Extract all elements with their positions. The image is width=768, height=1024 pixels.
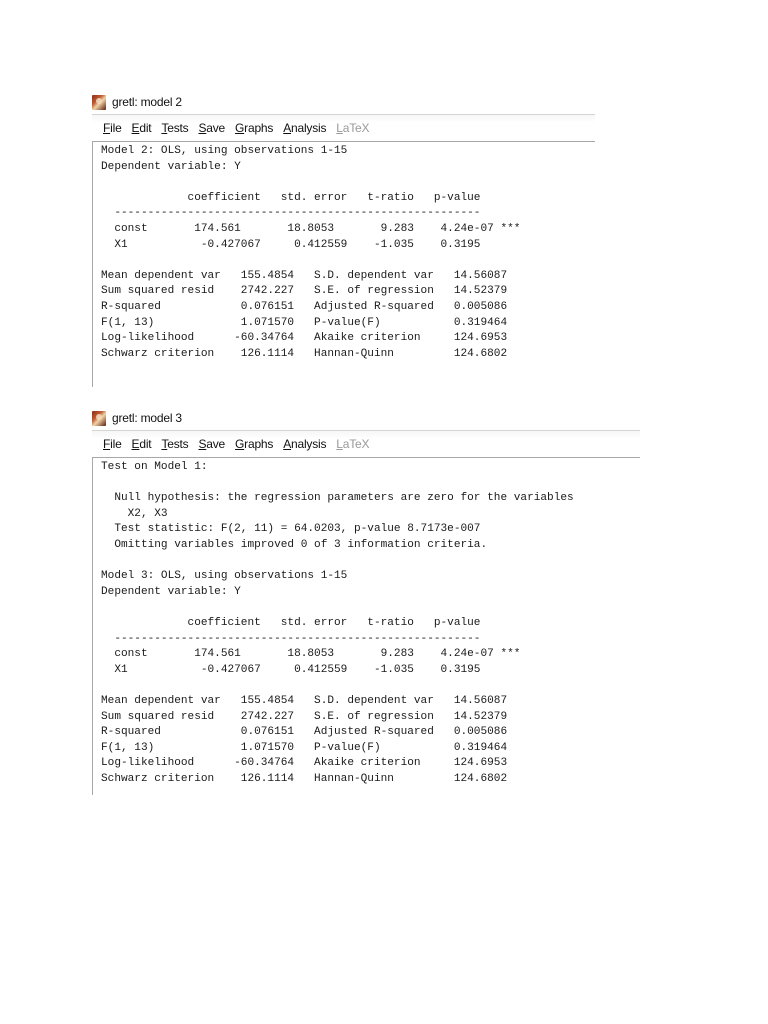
menu-graphs[interactable]: Graphs [235,437,274,451]
titlebar[interactable] [92,408,640,428]
menu-latex[interactable]: LaTeX [336,437,370,451]
menu-edit[interactable]: Edit [131,437,152,451]
menu-tests[interactable]: Tests [161,437,189,451]
gretl-app-icon [92,411,106,426]
window-title: gretl: model 3 [112,411,182,425]
window-title: gretl: model 2 [112,95,182,109]
menubar [92,114,595,141]
titlebar[interactable] [92,92,595,112]
gretl-app-icon [92,95,106,110]
menu-graphs[interactable]: Graphs [235,121,274,135]
menu-analysis[interactable]: Analysis [283,121,327,135]
model-output-panel[interactable] [92,457,640,795]
menubar [92,430,640,457]
menu-save[interactable]: Save [198,437,226,451]
menu-file[interactable]: File [103,121,122,135]
model-2-window [92,92,595,387]
menu-analysis[interactable]: Analysis [283,437,327,451]
model-output-text: Test on Model 1: Null hypothesis: the regression parameters are zero for the variables X2, X3 Test statistic: F(2, 11) = 64.0203, p-value 8.7173e-007 Omitting variables improved 0 of 3 information criteria. Model 3: OLS, using observations 1-15 Dependent variable: Y coefficient std. error t-ratio p-value ------------------------------------------------------- const 174.561 18.8053 9.283 4.24e-07 *** X1 -0.427067 0.412559 -1.035 0.3195 Mean dependent var 155.4854 S.D. dependent var 14.56087 Sum squared resid 2742.227 S.E. of regression 14.52379 R-squared 0.076151 Adjusted R-squared 0.005086 F(1, 13) 1.071570 P-value(F) 0.319464 Log-likelihood -60.34764 Akaike criterion 124.6953 Schwarz criterion 126.1114 Hannan-Quinn 124.6802 [101,461,574,785]
menu-save[interactable]: Save [198,121,226,135]
menu-latex[interactable]: LaTeX [336,121,370,135]
model-3-window [92,408,640,795]
model-output-panel[interactable] [92,141,595,387]
model-output-text: Model 2: OLS, using observations 1-15 Dependent variable: Y coefficient std. error t-ratio p-value ------------------------------------------------------- const 174.561 18.8053 9.283 4.24e-07 *** X1 -0.427067 0.412559 -1.035 0.3195 Mean dependent var 155.4854 S.D. dependent var 14.56087 Sum squared resid 2742.227 S.E. of regression 14.52379 R-squared 0.076151 Adjusted R-squared 0.005086 F(1, 13) 1.071570 P-value(F) 0.319464 Log-likelihood -60.34764 Akaike criterion 124.6953 Schwarz criterion 126.1114 Hannan-Quinn 124.6802 [101,145,521,360]
menu-file[interactable]: File [103,437,122,451]
menu-tests[interactable]: Tests [161,121,189,135]
menu-edit[interactable]: Edit [131,121,152,135]
